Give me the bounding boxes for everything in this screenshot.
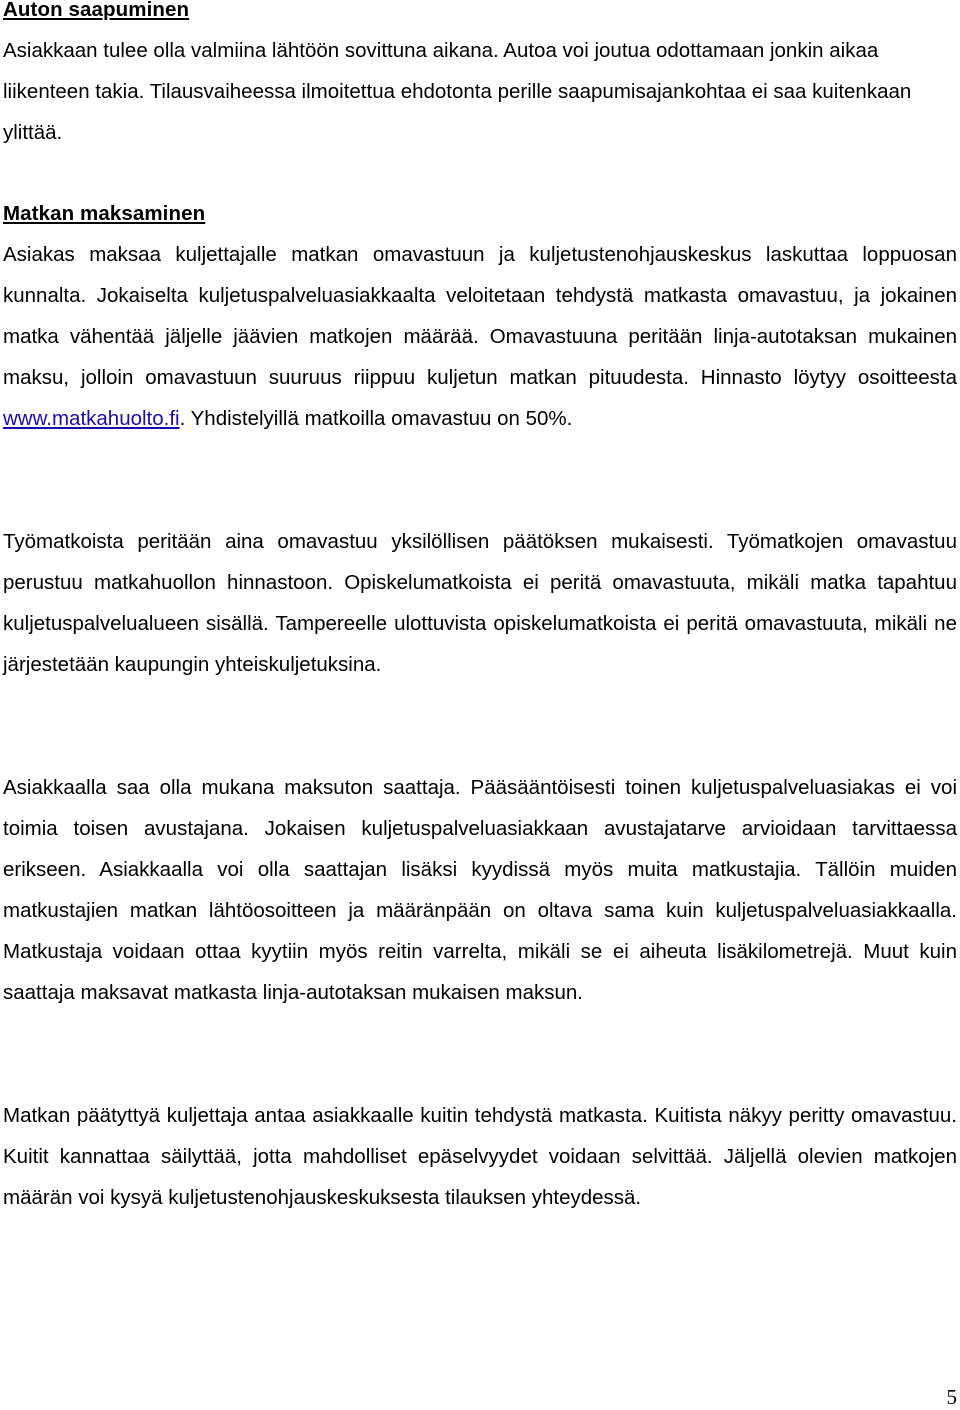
section-heading-arrival: Auton saapuminen <box>3 0 190 21</box>
section-heading-payment: Matkan maksaminen <box>3 202 206 225</box>
paragraph-companion: Asiakkaalla saa olla mukana maksuton saattaja. Pääsääntöisesti toinen kuljetuspalveluasiakas ei voi toimia toisen avustajana. Jokaisen kuljetuspalveluasiakkaan avustajatarve arvioidaan tarvittaessa erikseen. Asiakkaalla voi olla saattajan lisäksi kyydissä myös muita matkustajia. Tällöin muiden matkustajien matkan lähtöosoitteen ja määränpään on oltava sama kuin kuljetuspalveluasiakkaalla. Matkustaja voidaan ottaa kyytiin myös reitin varrelta, mikäli se ei aiheuta lisäkilometrejä. Muut kuin saattaja maksavat matkasta linja-autotaksan mukaisen maksun. <box>3 776 957 1004</box>
paragraph-receipt: Matkan päätyttyä kuljettaja antaa asiakkaalle kuitin tehdystä matkasta. Kuitista näkyy peritty omavastuu. Kuitit kannattaa säilyttää, jotta mahdolliset epäselvyydet voidaan selvittää. Jäljellä olevien matkojen määrän voi kysyä kuljetustenohjauskeskuksesta tilauksen yhteydessä. <box>3 1104 957 1209</box>
payment-text-end: . Yhdistelyillä matkoilla omavastuu on 50%. <box>179 407 573 430</box>
payment-text-start: Asiakas maksaa kuljettajalle matkan omavastuun ja kuljetustenohjauskeskus laskuttaa loppuosan kunnalta. Jokaiselta kuljetuspalveluasiakkaalta veloitetaan tehdystä matkasta omavastuu, ja jokainen matka vähentää jäljelle jäävien matkojen määrää. Omavastuuna peritään linja-autotaksan mukainen maksu, jolloin omavastuun suuruus riippuu kuljetun matkan pituudesta. Hinnasto löytyy osoitteesta <box>3 243 957 389</box>
page-number: 5 <box>946 1385 957 1409</box>
paragraph-work-trips: Työmatkoista peritään aina omavastuu yksilöllisen päätöksen mukaisesti. Työmatkojen omavastuu perustuu matkahuollon hinnastoon. Opiskelumatkoista ei peritä omavastuuta, mikäli matka tapahtuu kuljetuspalvelualueen sisällä. Tampereelle ulottuvista opiskelumatkoista ei peritä omavastuuta, mikäli ne järjestetään kaupungin yhteiskuljetuksina. <box>3 530 957 676</box>
paragraph-arrival: Asiakkaan tulee olla valmiina lähtöön sovittuna aikana. Autoa voi joutua odottamaan jonkin aikaa liikenteen takia. Tilausvaiheessa ilmoitettua ehdotonta perille saapumisajankohtaa ei saa kuitenkaan ylittää. <box>3 39 912 144</box>
paragraph-payment <box>3 234 957 439</box>
matkahuolto-link[interactable]: www.matkahuolto.fi <box>3 407 180 430</box>
